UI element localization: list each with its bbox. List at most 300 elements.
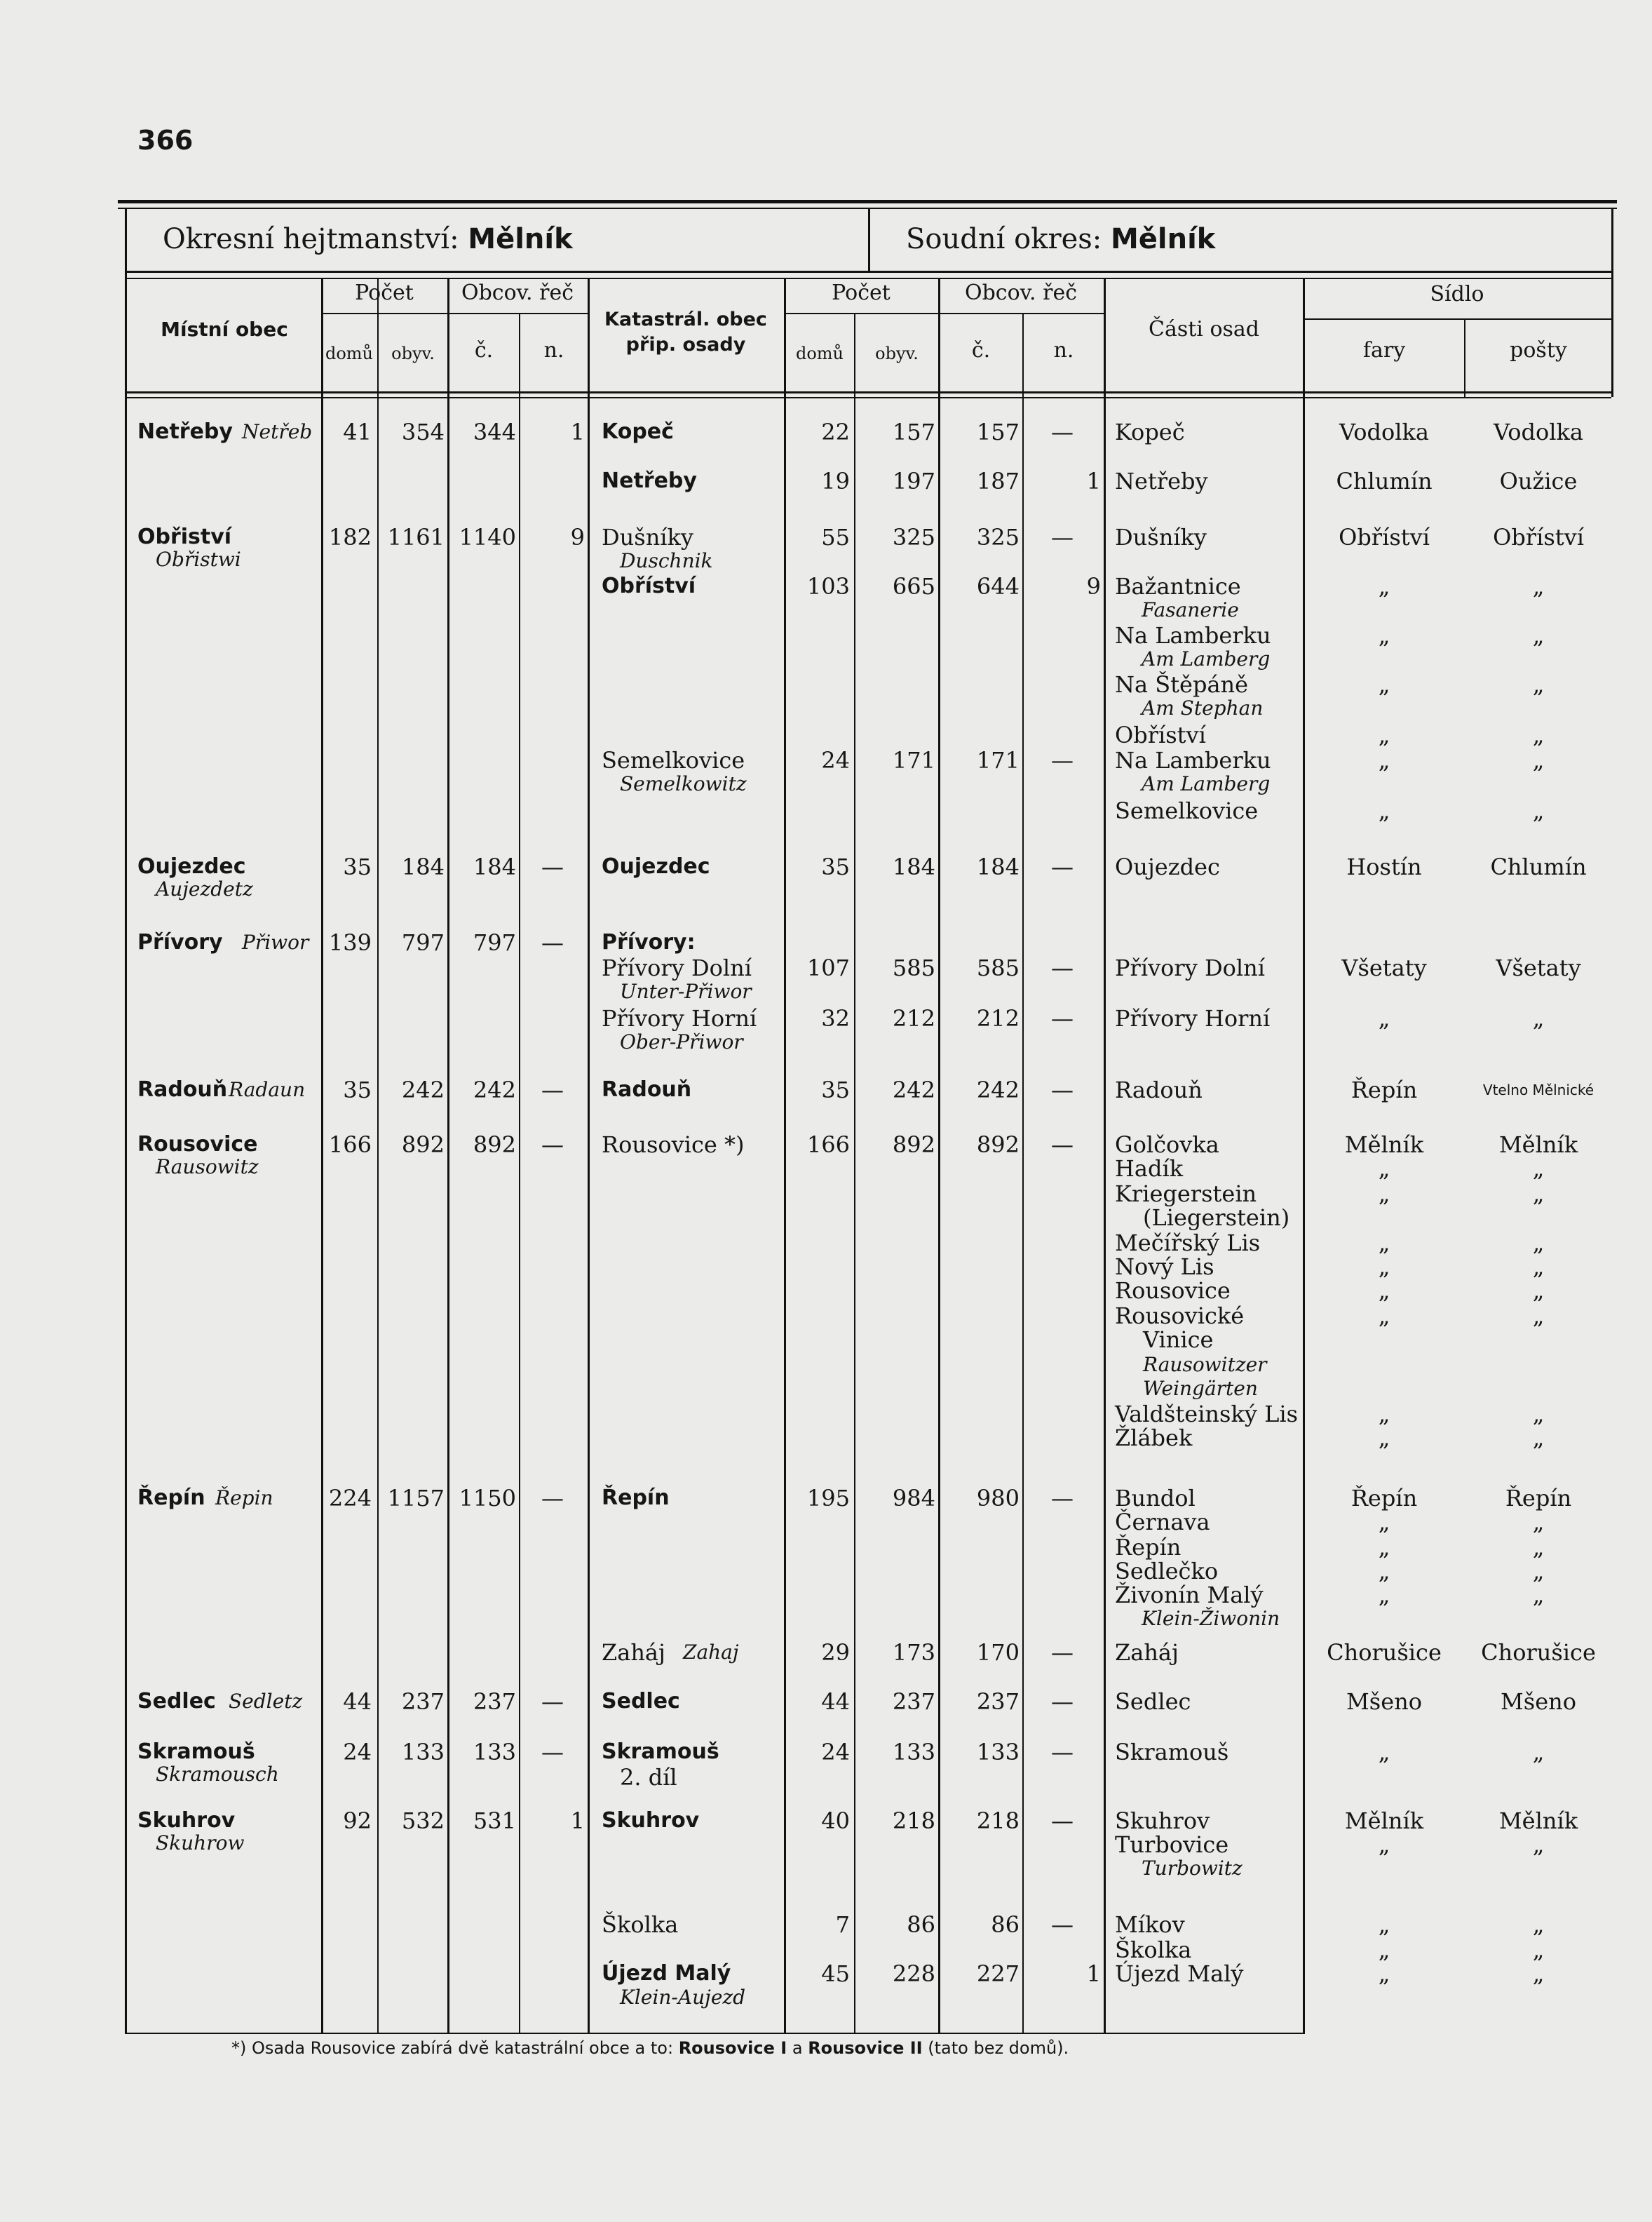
col-header-domu: domů xyxy=(325,344,374,363)
cell-kc: 325 xyxy=(976,524,1020,551)
obec-name-de: Skuhrow xyxy=(156,1831,245,1854)
sidlo-posta: „ xyxy=(1532,797,1545,824)
sidlo-fara: „ xyxy=(1378,1911,1390,1938)
cell-kc: 170 xyxy=(976,1639,1020,1666)
sidlo-fara: „ xyxy=(1378,1155,1390,1182)
sidlo-fara: „ xyxy=(1378,1180,1390,1207)
cast-name: Sedlec xyxy=(1115,1688,1191,1715)
cast-name: Valdšteinský Lis xyxy=(1115,1401,1298,1427)
obec-name: Netřeby xyxy=(137,419,233,444)
cell-kd: 195 xyxy=(806,1485,850,1511)
cell-kd: 19 xyxy=(821,468,850,494)
katastr-name: Radouň xyxy=(602,1077,692,1102)
col-header-casti: Části osad xyxy=(1149,317,1259,342)
cell-d: 92 xyxy=(343,1807,372,1834)
cast-name-de: Rausowitzer xyxy=(1143,1353,1267,1376)
cast-name-de: Am Stephan xyxy=(1142,696,1264,720)
cell-kc: 133 xyxy=(976,1739,1020,1765)
sidlo-fara: „ xyxy=(1378,671,1390,698)
sidlo-fara: „ xyxy=(1378,1253,1390,1280)
katastr-name: Obříství xyxy=(602,574,696,598)
cell-c: 797 xyxy=(473,929,516,956)
cast-name: Přívory Horní xyxy=(1115,1005,1271,1032)
cast-name-de: Klein-Žiwonin xyxy=(1142,1607,1280,1630)
col-header-posty: pošty xyxy=(1510,338,1567,363)
cast-name-de: Am Lamberg xyxy=(1142,772,1271,795)
cell-o: 892 xyxy=(401,1131,445,1158)
katastr-name: Netřeby xyxy=(602,469,697,493)
cast-name: Na Lamberku xyxy=(1115,747,1271,774)
katastr-name: Kopeč xyxy=(602,419,674,444)
cell-kd: 44 xyxy=(821,1688,850,1715)
sidlo-posta: „ xyxy=(1532,671,1545,698)
cell-n: — xyxy=(541,854,564,880)
cast-name: Na Lamberku xyxy=(1115,622,1271,649)
col-line xyxy=(854,313,855,2034)
sidlo-fara: „ xyxy=(1378,622,1390,649)
cast-name: Na Štěpáně xyxy=(1115,671,1249,698)
cast-name-de: Fasanerie xyxy=(1142,598,1239,621)
katastr-name: Zaháj xyxy=(602,1639,665,1666)
col-header-fary: fary xyxy=(1362,338,1406,363)
cell-kc: 980 xyxy=(976,1485,1020,1511)
sidlo-posta: Mělník xyxy=(1498,1807,1578,1834)
cell-kc: 242 xyxy=(976,1077,1020,1103)
obec-name: Oujezdec xyxy=(137,854,246,879)
cell-kc: 644 xyxy=(976,573,1020,600)
katastr-name: Školka xyxy=(602,1911,679,1938)
sidlo-fara: Řepín xyxy=(1350,1485,1418,1511)
cell-o: 354 xyxy=(401,419,445,445)
cell-ko: 197 xyxy=(892,468,935,494)
cell-n: — xyxy=(541,929,564,956)
cast-name: Skuhrov xyxy=(1115,1807,1210,1834)
sidlo-posta: „ xyxy=(1532,1911,1545,1938)
sidlo-fara: „ xyxy=(1378,1534,1390,1561)
cell-c: 344 xyxy=(473,419,516,445)
cell-kd: 24 xyxy=(821,1739,850,1765)
cell-kn: — xyxy=(1051,1077,1074,1103)
cell-kn: 1 xyxy=(1086,1960,1101,1987)
cell-d: 35 xyxy=(343,1077,372,1103)
cell-c: 892 xyxy=(473,1131,516,1158)
cell-d: 139 xyxy=(328,929,372,956)
cell-kn: — xyxy=(1051,524,1074,551)
col-header-n-2: n. xyxy=(1053,338,1074,363)
cast-name: Újezd Malý xyxy=(1115,1960,1244,1987)
sidlo-posta: „ xyxy=(1532,1230,1545,1256)
cell-ko: 665 xyxy=(892,573,935,600)
sidlo-posta: „ xyxy=(1532,1960,1545,1987)
cell-ko: 218 xyxy=(892,1807,935,1834)
cell-ko: 212 xyxy=(892,1005,935,1032)
sidlo-fara: Mělník xyxy=(1344,1131,1424,1158)
cast-name-de: Weingärten xyxy=(1143,1377,1258,1400)
district-title: Okresní hejtmanství: Mělník xyxy=(163,223,573,255)
cell-kn: — xyxy=(1051,955,1074,981)
katastr-name-de: Zahaj xyxy=(683,1641,739,1664)
cell-ko: 171 xyxy=(892,747,935,774)
cell-kn: 9 xyxy=(1086,573,1101,600)
sub-rule xyxy=(1303,318,1611,320)
sidlo-fara: „ xyxy=(1378,1960,1390,1987)
cell-kd: 45 xyxy=(821,1960,850,1987)
sidlo-posta: Oužice xyxy=(1499,468,1578,494)
obec-name-de: Radaun xyxy=(229,1078,306,1101)
header-rule xyxy=(125,391,1611,393)
col-header-obcov-2: Obcov. řeč xyxy=(964,281,1078,305)
sidlo-fara: „ xyxy=(1378,1937,1390,1963)
cell-kd: 29 xyxy=(821,1639,850,1666)
cell-kd: 55 xyxy=(821,524,850,551)
cell-kn: — xyxy=(1051,419,1074,445)
obec-name: Obřiství xyxy=(137,525,232,549)
sidlo-fara: Vodolka xyxy=(1339,419,1429,445)
katastr-name-de: Unter-Přiwor xyxy=(620,980,752,1003)
cell-ko: 86 xyxy=(907,1911,935,1938)
col-line xyxy=(519,313,520,2034)
cast-name: Kopeč xyxy=(1115,419,1185,445)
sidlo-posta: Mělník xyxy=(1498,1131,1578,1158)
obec-name-de: Obřistwi xyxy=(156,548,241,571)
cell-kd: 107 xyxy=(806,955,850,981)
cast-name: Žlábek xyxy=(1115,1425,1193,1451)
cell-kn: — xyxy=(1051,1639,1074,1666)
katastr-name: Sedlec xyxy=(602,1689,680,1713)
cast-name: Živonín Malý xyxy=(1115,1582,1264,1608)
title-underline-2 xyxy=(125,278,1611,279)
katastr-name: Přívory: xyxy=(602,930,696,955)
cell-kn: — xyxy=(1051,1131,1074,1158)
col-header-pocet-2: Počet xyxy=(832,281,891,305)
cell-kn: — xyxy=(1051,747,1074,774)
cell-c: 184 xyxy=(473,854,516,880)
cell-c: 531 xyxy=(473,1807,516,1834)
sub-rule xyxy=(784,313,1104,314)
cast-name: Nový Lis xyxy=(1115,1253,1214,1280)
cell-kc: 184 xyxy=(976,854,1020,880)
cell-kc: 187 xyxy=(976,468,1020,494)
sidlo-fara: „ xyxy=(1378,1005,1390,1032)
cell-ko: 892 xyxy=(892,1131,935,1158)
sidlo-fara: „ xyxy=(1378,1425,1390,1451)
cell-kn: — xyxy=(1051,1807,1074,1834)
cell-kc: 218 xyxy=(976,1807,1020,1834)
sidlo-fara: Řepín xyxy=(1350,1077,1418,1103)
col-header-pocet: Počet xyxy=(355,281,414,305)
cell-o: 242 xyxy=(401,1077,445,1103)
sidlo-fara: „ xyxy=(1378,747,1390,774)
sidlo-posta: „ xyxy=(1532,573,1545,600)
cast-name: Turbovice xyxy=(1115,1831,1229,1858)
obec-name-de: Rausowitz xyxy=(156,1155,259,1178)
cell-kc: 585 xyxy=(976,955,1020,981)
cell-kc: 892 xyxy=(976,1131,1020,1158)
cell-c: 1140 xyxy=(459,524,516,551)
cell-kc: 171 xyxy=(976,747,1020,774)
cell-kc: 157 xyxy=(976,419,1020,445)
katastr-name: Újezd Malý xyxy=(602,1961,731,1986)
col-line xyxy=(1104,278,1106,2034)
cell-o: 1157 xyxy=(387,1485,445,1511)
cast-name: Bažantnice xyxy=(1115,573,1241,600)
cell-ko: 157 xyxy=(892,419,935,445)
cell-d: 35 xyxy=(343,854,372,880)
sidlo-posta: „ xyxy=(1532,747,1545,774)
cell-kd: 40 xyxy=(821,1807,850,1834)
cell-n: 1 xyxy=(570,1807,585,1834)
cast-name: Školka xyxy=(1115,1937,1192,1963)
obec-name: Přívory xyxy=(137,930,223,955)
sidlo-posta: „ xyxy=(1532,1558,1545,1584)
court-title: Soudní okres: Mělník xyxy=(906,223,1216,255)
sidlo-fara: „ xyxy=(1378,573,1390,600)
cell-kd: 35 xyxy=(821,854,850,880)
cast-name: Míkov xyxy=(1115,1911,1185,1938)
sidlo-fara: „ xyxy=(1378,1831,1390,1858)
sidlo-posta: „ xyxy=(1532,1739,1545,1765)
katastr-name-de: Duschnik xyxy=(620,549,713,572)
katastr-name-de: Klein-Aujezd xyxy=(620,1986,746,2009)
sidlo-posta: „ xyxy=(1532,1509,1545,1535)
cell-c: 237 xyxy=(473,1688,516,1715)
cell-ko: 585 xyxy=(892,955,935,981)
sidlo-posta: Řepín xyxy=(1505,1485,1572,1511)
cell-kn: — xyxy=(1051,1739,1074,1765)
obec-name-de: Aujezdetz xyxy=(156,877,253,901)
cell-kn: — xyxy=(1051,1485,1074,1511)
sidlo-posta: Vtelno Mělnické xyxy=(1482,1082,1595,1098)
cell-d: 24 xyxy=(343,1739,372,1765)
cell-n: — xyxy=(541,1131,564,1158)
col-header-obec: Místní obec xyxy=(161,318,288,341)
cell-ko: 228 xyxy=(892,1960,935,1987)
katastr-name-de: Semelkowitz xyxy=(620,772,747,795)
katastr-name: Rousovice *) xyxy=(602,1131,745,1158)
col-header-sidlo: Sídlo xyxy=(1430,282,1484,307)
frame-left xyxy=(125,208,127,2034)
header-rule-2 xyxy=(125,397,1611,398)
katastr-name: Řepín xyxy=(602,1486,670,1510)
title-underline xyxy=(125,271,1611,273)
cell-o: 532 xyxy=(401,1807,445,1834)
obec-name-de: Skramousch xyxy=(156,1763,279,1786)
sidlo-fara: Všetaty xyxy=(1341,955,1427,981)
cell-o: 237 xyxy=(401,1688,445,1715)
cell-o: 133 xyxy=(401,1739,445,1765)
title-divider xyxy=(868,208,870,271)
sidlo-fara: „ xyxy=(1378,797,1390,824)
cell-kd: 22 xyxy=(821,419,850,445)
cell-o: 797 xyxy=(401,929,445,956)
cast-name: Vinice xyxy=(1143,1326,1214,1353)
sidlo-fara: „ xyxy=(1378,722,1390,748)
col-header-obyv: obyv. xyxy=(391,344,435,363)
col-line xyxy=(1022,313,1024,2034)
footnote: *) Osada Rousovice zabírá dvě katastrální obce a to: Rousovice I a Rousovice II (tato bez domů). xyxy=(231,2038,1069,2058)
sidlo-posta: Všetaty xyxy=(1496,955,1581,981)
sidlo-posta: Obříství xyxy=(1493,524,1584,551)
cell-kd: 7 xyxy=(835,1911,850,1938)
cell-ko: 133 xyxy=(892,1739,935,1765)
cell-c: 1150 xyxy=(459,1485,516,1511)
obec-name: Rousovice xyxy=(137,1132,258,1157)
obec-name: Řepín xyxy=(137,1486,205,1510)
sidlo-fara: „ xyxy=(1378,1277,1390,1304)
cell-ko: 242 xyxy=(892,1077,935,1103)
top-rule-thin xyxy=(118,208,1617,209)
obec-name-de: Přiwor xyxy=(242,931,309,954)
sidlo-posta: Chlumín xyxy=(1490,854,1587,880)
cell-ko: 325 xyxy=(892,524,935,551)
sidlo-fara: Chlumín xyxy=(1336,468,1433,494)
cell-n: — xyxy=(541,1077,564,1103)
katastr-name-de: Ober-Přiwor xyxy=(620,1030,743,1053)
col-header-n: n. xyxy=(543,338,564,363)
obec-name: Radouň xyxy=(137,1077,228,1102)
sidlo-posta: „ xyxy=(1532,1831,1545,1858)
col-line xyxy=(588,278,590,2034)
cell-kn: — xyxy=(1051,1688,1074,1715)
cell-kn: — xyxy=(1051,1911,1074,1938)
sidlo-posta: „ xyxy=(1532,1534,1545,1561)
bottom-rule xyxy=(125,2033,1303,2034)
cast-name: Hadík xyxy=(1115,1155,1184,1182)
col-header-domu-2: domů xyxy=(795,344,844,363)
sidlo-fara: „ xyxy=(1378,1302,1390,1329)
cell-kd: 32 xyxy=(821,1005,850,1032)
sidlo-fara: Chorušice xyxy=(1327,1639,1442,1666)
sidlo-posta: „ xyxy=(1532,1155,1545,1182)
col-header-c: č. xyxy=(474,338,494,363)
sidlo-fara: „ xyxy=(1378,1401,1390,1427)
cell-d: 182 xyxy=(328,524,372,551)
col-header-c-2: č. xyxy=(971,338,991,363)
sidlo-posta: „ xyxy=(1532,1302,1545,1329)
cell-ko: 237 xyxy=(892,1688,935,1715)
katastr-name: Oujezdec xyxy=(602,854,710,879)
cast-name-de: Turbowitz xyxy=(1142,1857,1243,1880)
cell-kc: 86 xyxy=(991,1911,1020,1938)
cell-n: — xyxy=(541,1739,564,1765)
cast-name: Rousovice xyxy=(1115,1277,1231,1304)
katastr-name: Skramouš xyxy=(602,1739,719,1764)
cast-name: Dušníky xyxy=(1115,524,1207,551)
cast-name: Bundol xyxy=(1115,1485,1196,1511)
sidlo-posta: „ xyxy=(1532,1253,1545,1280)
cast-name: Oujezdec xyxy=(1115,854,1220,880)
frame-right xyxy=(1611,208,1613,397)
cast-name: Rousovické xyxy=(1115,1302,1245,1329)
cell-d: 224 xyxy=(328,1485,372,1511)
sidlo-posta: „ xyxy=(1532,622,1545,649)
cell-c: 133 xyxy=(473,1739,516,1765)
cell-n: 9 xyxy=(570,524,585,551)
obec-name: Skramouš xyxy=(137,1739,255,1764)
cell-kc: 237 xyxy=(976,1688,1020,1715)
cell-ko: 984 xyxy=(892,1485,935,1511)
cast-name: Golčovka xyxy=(1115,1131,1219,1158)
cell-ko: 173 xyxy=(892,1639,935,1666)
cell-d: 44 xyxy=(343,1688,372,1715)
sidlo-posta: Chorušice xyxy=(1481,1639,1596,1666)
cast-name: Netřeby xyxy=(1115,468,1208,494)
sidlo-posta: „ xyxy=(1532,1401,1545,1427)
sidlo-posta: „ xyxy=(1532,722,1545,748)
col-header-obyv-2: obyv. xyxy=(875,344,919,363)
page-number: 366 xyxy=(137,125,194,156)
katastr-name: Přívory Horní xyxy=(602,1005,757,1032)
obec-name: Skuhrov xyxy=(137,1808,236,1833)
cast-name: Řepín xyxy=(1115,1534,1182,1561)
cast-name: Kriegerstein xyxy=(1115,1180,1257,1207)
cell-ko: 184 xyxy=(892,854,935,880)
sidlo-fara: „ xyxy=(1378,1558,1390,1584)
sidlo-fara: Hostín xyxy=(1346,854,1422,880)
cell-o: 184 xyxy=(401,854,445,880)
sidlo-fara: „ xyxy=(1378,1582,1390,1608)
cell-kd: 166 xyxy=(806,1131,850,1158)
sidlo-fara: „ xyxy=(1378,1230,1390,1256)
sidlo-posta: „ xyxy=(1532,1937,1545,1963)
cast-name: Radouň xyxy=(1115,1077,1203,1103)
cast-name: Černava xyxy=(1115,1509,1210,1535)
cast-name: Mečířský Lis xyxy=(1115,1230,1261,1256)
cell-kd: 103 xyxy=(806,573,850,600)
sub-rule xyxy=(321,313,588,314)
cast-name: Skramouš xyxy=(1115,1739,1229,1765)
sidlo-posta: „ xyxy=(1532,1582,1545,1608)
cell-o: 1161 xyxy=(387,524,445,551)
sidlo-posta: Vodolka xyxy=(1494,419,1583,445)
sidlo-fara: „ xyxy=(1378,1739,1390,1765)
sidlo-fara: „ xyxy=(1378,1509,1390,1535)
sidlo-fara: Mšeno xyxy=(1346,1688,1422,1715)
cell-kn: — xyxy=(1051,854,1074,880)
cast-name: Semelkovice xyxy=(1115,797,1259,824)
col-header-katastr: Katastrál. obec přip. osady xyxy=(604,309,767,356)
cell-kc: 227 xyxy=(976,1960,1020,1987)
sidlo-posta: Mšeno xyxy=(1501,1688,1576,1715)
katastr-name: Dušníky xyxy=(602,524,693,551)
cell-kn: 1 xyxy=(1086,468,1101,494)
cast-name: Přívory Dolní xyxy=(1115,955,1265,981)
cell-n: — xyxy=(541,1485,564,1511)
cast-name: Obříství xyxy=(1115,722,1206,748)
obec-name-de: Sedletz xyxy=(229,1690,303,1713)
katastr-name: Skuhrov xyxy=(602,1808,700,1833)
sidlo-posta: „ xyxy=(1532,1180,1545,1207)
cast-name: Sedlečko xyxy=(1115,1558,1219,1584)
top-rule xyxy=(118,200,1617,203)
cell-kd: 24 xyxy=(821,747,850,774)
cell-n: 1 xyxy=(570,419,585,445)
cell-d: 166 xyxy=(328,1131,372,1158)
cell-kd: 35 xyxy=(821,1077,850,1103)
obec-name: Sedlec xyxy=(137,1689,216,1713)
cell-kc: 212 xyxy=(976,1005,1020,1032)
cell-n: — xyxy=(541,1688,564,1715)
sidlo-fara: Obříství xyxy=(1339,524,1430,551)
katastr-part: 2. díl xyxy=(620,1764,677,1791)
cast-name: Zaháj xyxy=(1115,1639,1179,1666)
cell-d: 41 xyxy=(343,419,372,445)
col-header-obcov: Obcov. řeč xyxy=(461,281,574,305)
obec-name-de: Netřeb xyxy=(242,420,313,443)
cell-c: 242 xyxy=(473,1077,516,1103)
cast-name-alt: (Liegerstein) xyxy=(1143,1204,1290,1231)
sidlo-posta: „ xyxy=(1532,1005,1545,1032)
